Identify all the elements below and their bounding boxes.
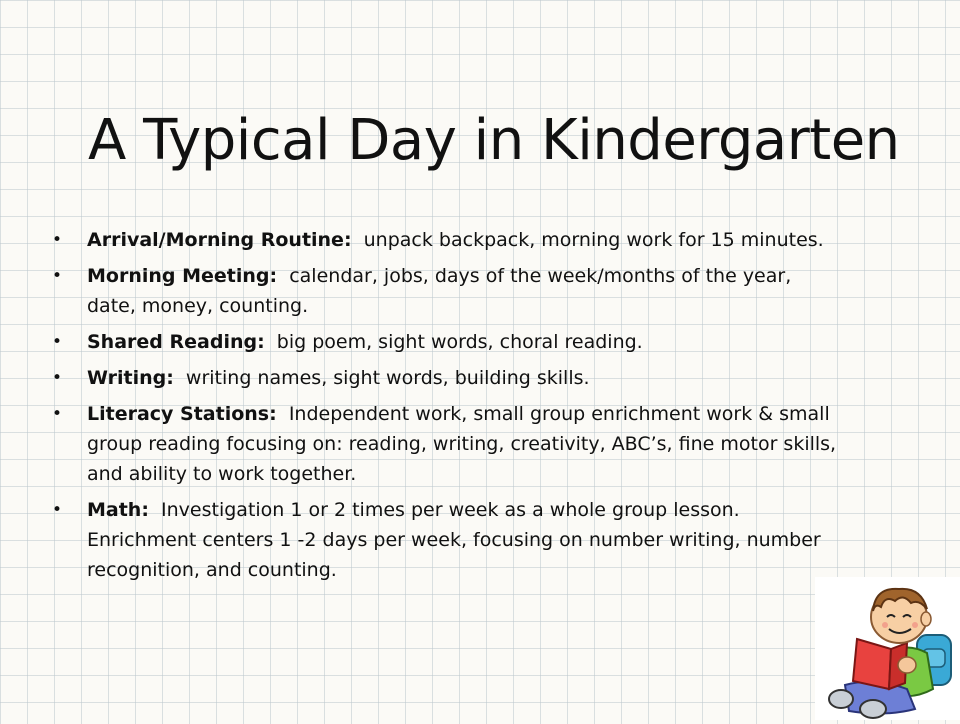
bullet-item (48, 327, 838, 357)
bullet-text: big poem, sight words, choral reading. (276, 331, 643, 353)
bullet-text: unpack backpack, morning work for 15 minutes. (363, 229, 824, 251)
bullet-dot-icon: • (52, 230, 63, 250)
bullet-term: Morning Meeting: (87, 265, 278, 287)
bullet-term: Arrival/Morning Routine: (87, 229, 352, 251)
bullet-text: Independent work, small group enrichment work & small group reading focusing on: reading, writing, creativity, ABC’s, fine motor skills, and ability to work together. (87, 403, 837, 485)
bullet-dot-icon: • (52, 404, 63, 424)
bullet-term: Writing: (87, 367, 174, 389)
bullet-text: Investigation 1 or 2 times per week as a whole group lesson. Enrichment centers 1 -2 days per week, focusing on number writing, number recognition, and counting. (87, 499, 821, 581)
bullet-dot-icon: • (52, 332, 63, 352)
slide-title: A Typical Day in Kindergarten (88, 108, 900, 173)
bullet-list (48, 225, 838, 591)
boy-reading-clipart (815, 577, 960, 720)
bullet-item (48, 495, 838, 585)
bullet-item (48, 363, 838, 393)
bullet-term: Literacy Stations: (87, 403, 277, 425)
bullet-dot-icon: • (52, 368, 63, 388)
bullet-dot-icon: • (52, 500, 63, 520)
bullet-term: Math: (87, 499, 149, 521)
bullet-item (48, 399, 838, 489)
bullet-item (48, 261, 838, 321)
bullet-text: calendar, jobs, days of the week/months of the year, date, money, counting. (87, 265, 792, 317)
bullet-term: Shared Reading: (87, 331, 265, 353)
bullet-text: writing names, sight words, building skills. (185, 367, 590, 389)
bullet-dot-icon: • (52, 266, 63, 286)
bullet-item (48, 225, 838, 255)
